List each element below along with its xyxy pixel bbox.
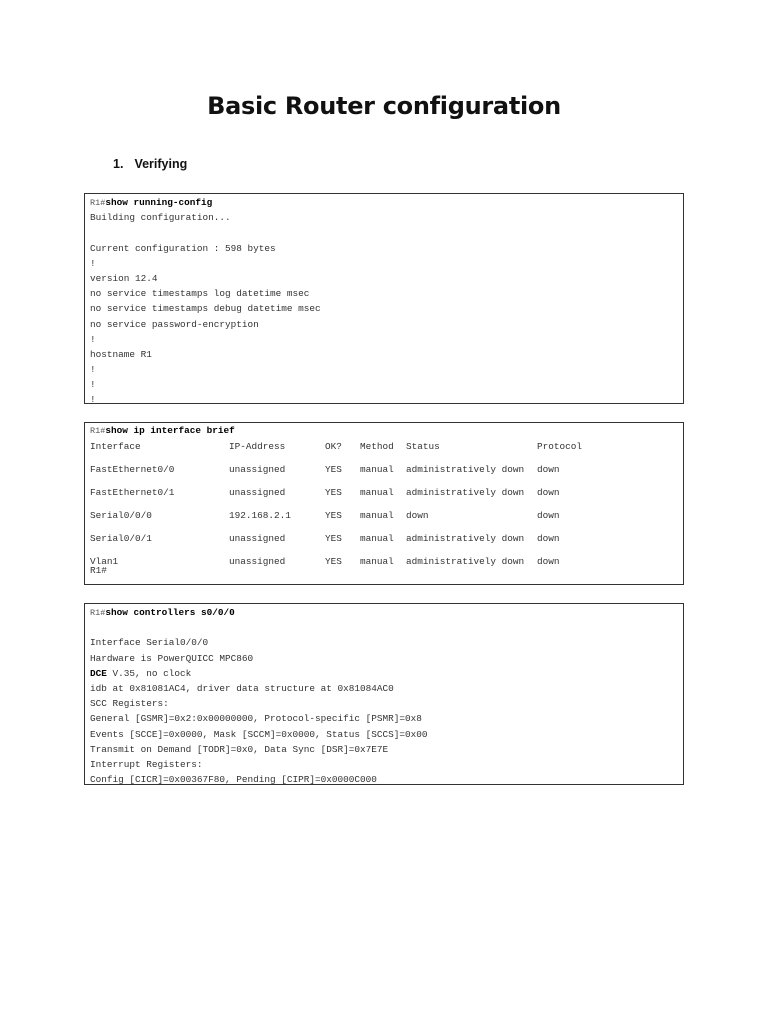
column-header: Method	[360, 441, 394, 452]
table-cell: down	[537, 533, 560, 544]
ip-interface-brief-output	[84, 422, 684, 585]
table-cell: down	[537, 556, 560, 567]
table-row	[90, 487, 683, 510]
table-cell: unassigned	[229, 533, 286, 544]
output-line: Interrupt Registers:	[90, 758, 203, 770]
output-line: !	[90, 257, 96, 269]
table-cell: YES	[325, 510, 342, 521]
table-cell: manual	[360, 533, 394, 544]
table-cell: FastEthernet0/0	[90, 464, 175, 475]
output-line: no service password-encryption	[90, 318, 259, 330]
command-line	[90, 195, 683, 210]
table-cell: unassigned	[229, 556, 286, 567]
table-cell: YES	[325, 487, 342, 498]
dce-line	[90, 666, 683, 681]
table-cell: unassigned	[229, 464, 286, 475]
output-line: SCC Registers:	[90, 698, 169, 710]
table-cell: manual	[360, 510, 394, 521]
show-controllers-output	[84, 603, 684, 785]
output-line: !	[90, 379, 96, 391]
page-title: Basic Router configuration	[207, 92, 561, 120]
column-header: Status	[406, 441, 440, 452]
table-cell: manual	[360, 556, 394, 567]
table-cell: Serial0/0/1	[90, 533, 152, 544]
table-cell: manual	[360, 487, 394, 498]
section-number: 1.	[113, 157, 124, 171]
output-line: Config [CICR]=0x00367F80, Pending [CIPR]=0x0000C000	[90, 774, 377, 786]
table-body	[90, 464, 683, 579]
table-cell: down	[406, 510, 429, 521]
table-cell: down	[537, 464, 560, 475]
output-line	[90, 620, 683, 635]
table-cell: 192.168.2.1	[229, 510, 291, 521]
dce-detail: V.35, no clock	[106, 667, 192, 679]
output-line	[90, 225, 683, 240]
cli-prompt: R1#	[90, 608, 106, 618]
output-line: Current configuration : 598 bytes	[90, 242, 276, 254]
table-cell: administratively down	[406, 464, 525, 475]
table-cell: administratively down	[406, 556, 525, 567]
cli-command: show running-config	[105, 197, 213, 208]
command-line	[90, 605, 683, 620]
table-header	[90, 441, 683, 464]
output-lines	[90, 210, 683, 407]
table-cell: down	[537, 510, 560, 521]
cli-prompt: R1#	[90, 426, 106, 436]
section-heading	[113, 157, 187, 171]
table-cell: YES	[325, 464, 342, 475]
output-line: no service timestamps debug datetime msec	[90, 303, 321, 315]
table-row	[90, 510, 683, 533]
end-prompt: R1#	[90, 565, 107, 576]
cli-command: show ip interface brief	[105, 425, 235, 436]
column-header: OK?	[325, 441, 342, 452]
section-label: Verifying	[134, 157, 188, 171]
table-cell: administratively down	[406, 533, 525, 544]
output-line: no service timestamps log datetime msec	[90, 288, 310, 300]
output-line: idb at 0x81081AC4, driver data structure at 0x81084AC0	[90, 682, 394, 694]
table-cell: administratively down	[406, 487, 525, 498]
column-header: Protocol	[537, 441, 583, 452]
table-cell: manual	[360, 464, 394, 475]
output-line: !	[90, 333, 96, 345]
running-config-output	[84, 193, 684, 404]
output-line: !	[90, 394, 96, 406]
table-cell: YES	[325, 533, 342, 544]
column-header: Interface	[90, 441, 141, 452]
output-line: Events [SCCE]=0x0000, Mask [SCCM]=0x0000, Status [SCCS]=0x00	[90, 728, 428, 740]
column-header: IP-Address	[229, 441, 286, 452]
output-line: version 12.4	[90, 272, 158, 284]
table-cell: Vlan1	[90, 556, 119, 567]
command-line	[90, 424, 683, 441]
output-lines	[90, 620, 683, 666]
dce-label: DCE	[90, 667, 107, 679]
output-line: Transmit on Demand [TODR]=0x0, Data Sync [DSR]=0x7E7E	[90, 743, 389, 755]
table-cell: FastEthernet0/1	[90, 487, 175, 498]
table-cell: unassigned	[229, 487, 286, 498]
output-line: hostname R1	[90, 348, 152, 360]
cli-command: show controllers s0/0/0	[105, 607, 235, 618]
table-row	[90, 464, 683, 487]
table-row	[90, 533, 683, 556]
cli-prompt: R1#	[90, 198, 106, 208]
table-cell: down	[537, 487, 560, 498]
output-line: Hardware is PowerQUICC MPC860	[90, 652, 254, 664]
output-line: Building configuration...	[90, 212, 231, 224]
output-line: !	[90, 364, 96, 376]
output-line: Interface Serial0/0/0	[90, 637, 209, 649]
output-line: General [GSMR]=0x2:0x00000000, Protocol-specific [PSMR]=0x8	[90, 713, 422, 725]
table-cell: YES	[325, 556, 342, 567]
table-cell: Serial0/0/0	[90, 510, 152, 521]
output-lines	[90, 681, 683, 787]
